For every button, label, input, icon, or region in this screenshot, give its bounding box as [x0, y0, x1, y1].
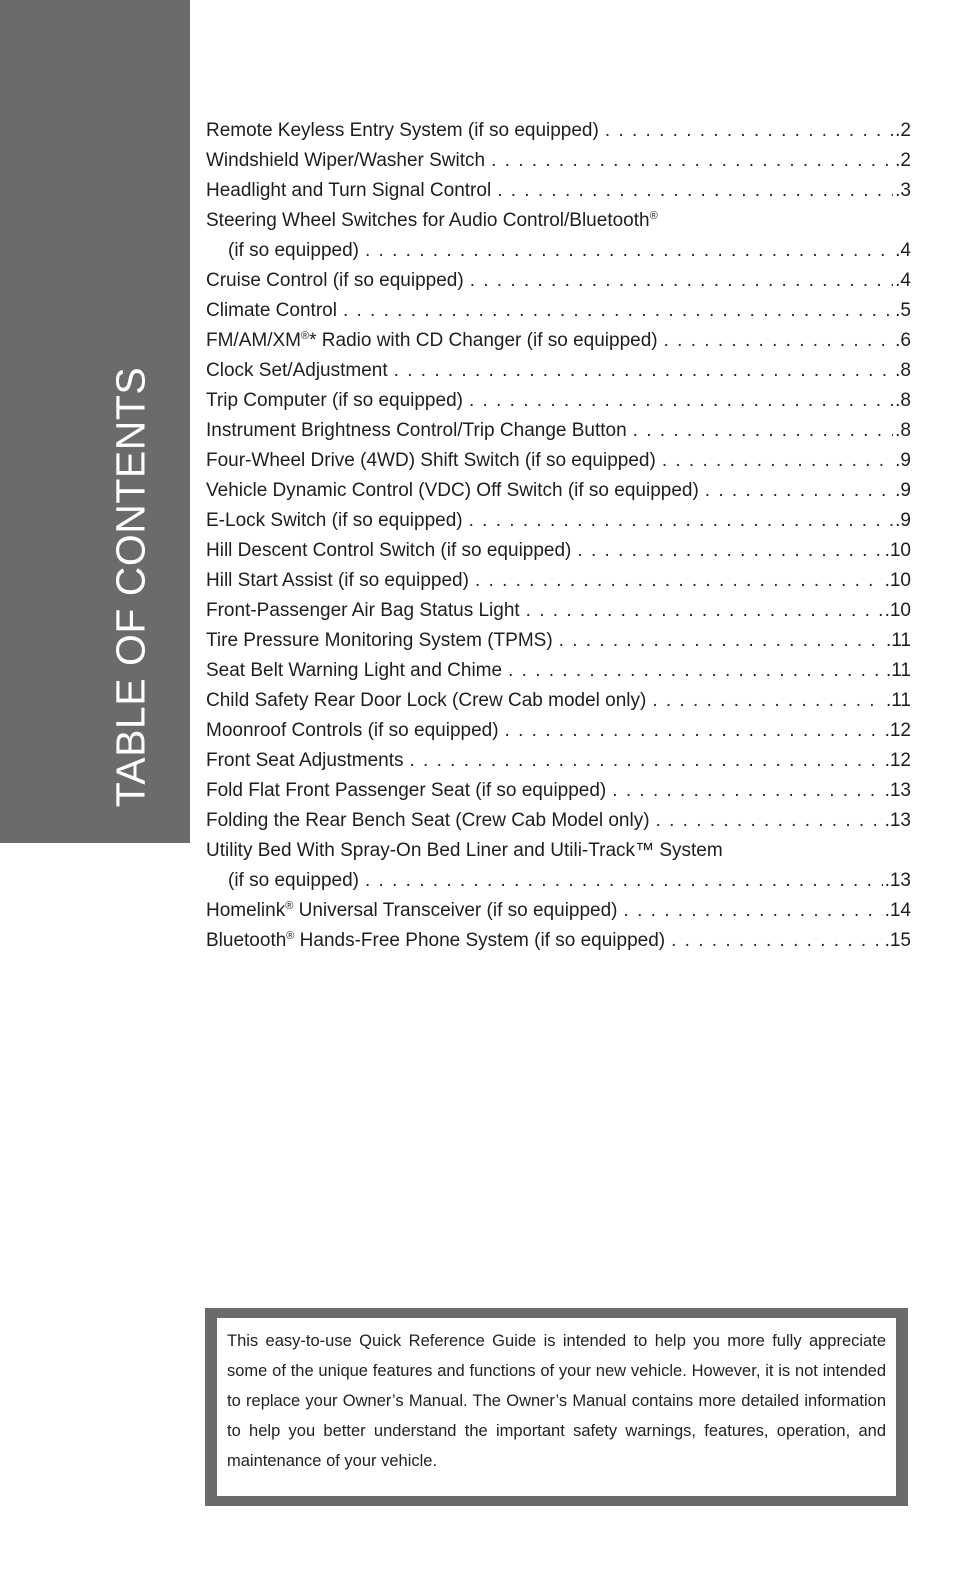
toc-entry-continuation-line: [206, 236, 911, 266]
toc-entry-page: .12: [884, 720, 911, 741]
registered-mark: ®: [301, 330, 310, 342]
notice-box: [205, 1308, 908, 1506]
toc-entry-page: .15: [884, 930, 911, 951]
toc-entry[interactable]: [206, 326, 911, 356]
toc-entry-page: .4: [895, 240, 911, 261]
dot-leader: [365, 866, 883, 896]
toc-entry[interactable]: [206, 176, 911, 206]
toc-entry-page: .9: [895, 510, 911, 531]
toc-entry-page: .13: [884, 780, 911, 801]
toc-entry[interactable]: [206, 296, 911, 326]
dot-leader: [469, 386, 893, 416]
toc-entry-title: Trip Computer (if so equipped): [206, 390, 463, 411]
toc-entry-page: .3: [895, 180, 911, 201]
toc-entry-title: Instrument Brightness Control/Trip Change Button: [206, 420, 627, 441]
dot-leader: [365, 236, 893, 266]
registered-mark: ®: [649, 210, 658, 222]
toc-entry-title: Bluetooth: [206, 930, 287, 951]
dot-leader: [652, 686, 884, 716]
toc-entry-title: Remote Keyless Entry System (if so equipped): [206, 120, 599, 141]
toc-entry[interactable]: [206, 896, 911, 926]
toc-entry-title-rest: Universal Transceiver (if so equipped): [293, 900, 618, 921]
toc-entry-continuation-line: [206, 866, 911, 896]
toc-entry-page: .9: [895, 450, 911, 471]
dot-leader: [394, 356, 894, 386]
toc-entry[interactable]: [206, 476, 911, 506]
toc-entry-page: .8: [895, 360, 911, 381]
notice-box-inner: [217, 1318, 896, 1496]
toc-entry[interactable]: [206, 146, 911, 176]
dot-leader: [343, 296, 893, 326]
toc-entry[interactable]: [206, 656, 911, 686]
toc-entry-title: Hill Start Assist (if so equipped): [206, 570, 469, 591]
dot-leader: [662, 446, 893, 476]
toc-entry[interactable]: [206, 566, 911, 596]
dot-leader: [656, 806, 883, 836]
toc-entry-title: Tire Pressure Monitoring System (TPMS): [206, 630, 553, 651]
toc-entry-page: .11: [885, 660, 911, 681]
toc-entry-page: .9: [895, 480, 911, 501]
toc-entry[interactable]: [206, 506, 911, 536]
toc-entry-page: .5: [895, 300, 911, 321]
table-of-contents: [206, 116, 911, 956]
toc-entry-title-rest: * Radio with CD Changer (if so equipped): [309, 330, 658, 351]
toc-entry-title: FM/AM/XM: [206, 330, 301, 351]
toc-entry-title-group: [206, 896, 624, 926]
toc-entry-page: .14: [884, 900, 911, 921]
toc-entry[interactable]: [206, 536, 911, 566]
toc-entry[interactable]: [206, 266, 911, 296]
toc-entry[interactable]: [206, 806, 911, 836]
toc-entry-title: Fold Flat Front Passenger Seat (if so equipped): [206, 780, 607, 801]
toc-entry-title: Steering Wheel Switches for Audio Control/Bluetooth: [206, 210, 650, 231]
toc-entry-page: .10: [884, 600, 911, 621]
dot-leader: [624, 896, 883, 926]
registered-mark: ®: [285, 900, 294, 912]
toc-entry[interactable]: [206, 596, 911, 626]
dot-leader: [577, 536, 882, 566]
toc-entry[interactable]: [206, 116, 911, 146]
toc-entry-continuation: (if so equipped): [228, 870, 359, 891]
toc-entry-page: .2: [895, 150, 911, 171]
toc-entry-title: Utility Bed With Spray-On Bed Liner and Utili-Track™ System: [206, 840, 723, 861]
dot-leader: [612, 776, 882, 806]
dot-leader: [497, 176, 893, 206]
dot-leader: [664, 326, 894, 356]
toc-entry-page: .8: [895, 420, 911, 441]
toc-entry-page: .13: [884, 870, 911, 891]
sidebar-title: TABLE OF CONTENTS: [107, 366, 154, 808]
toc-entry-title: Windshield Wiper/Washer Switch: [206, 150, 486, 171]
toc-entry[interactable]: [206, 386, 911, 416]
toc-entry-page: .2: [895, 120, 911, 141]
registered-mark: ®: [286, 930, 295, 942]
toc-entry-title: Hill Descent Control Switch (if so equipped): [206, 540, 572, 561]
toc-entry-title: Seat Belt Warning Light and Chime: [206, 660, 503, 681]
toc-entry-title: Climate Control: [206, 300, 337, 321]
toc-entry-continuation: (if so equipped): [228, 240, 359, 261]
toc-entry-page: .11: [885, 630, 911, 651]
toc-entry-page: .12: [884, 750, 911, 771]
toc-entry-title: Headlight and Turn Signal Control: [206, 180, 492, 201]
dot-leader: [491, 146, 893, 176]
toc-entry-title: Clock Set/Adjustment: [206, 360, 388, 381]
toc-entry-title: Vehicle Dynamic Control (VDC) Off Switch (if so equipped): [206, 480, 699, 501]
toc-entry[interactable]: [206, 686, 911, 716]
toc-entry-title-group: [206, 926, 671, 956]
toc-entry-title: E-Lock Switch (if so equipped): [206, 510, 463, 531]
toc-entry[interactable]: [206, 746, 911, 776]
toc-entry-title: Cruise Control (if so equipped): [206, 270, 464, 291]
toc-entry[interactable]: [206, 836, 911, 896]
dot-leader: [526, 596, 883, 626]
toc-entry-title: Moonroof Controls (if so equipped): [206, 720, 499, 741]
toc-entry-title: Front-Passenger Air Bag Status Light: [206, 600, 520, 621]
toc-entry[interactable]: [206, 446, 911, 476]
sidebar: [0, 0, 190, 843]
dot-leader: [505, 716, 883, 746]
toc-entry[interactable]: [206, 416, 911, 446]
toc-entry-page: .13: [884, 810, 911, 831]
toc-entry-title-group: [206, 326, 664, 356]
toc-entry-page: .10: [884, 570, 911, 591]
dot-leader: [469, 506, 894, 536]
toc-entry-page: .11: [885, 690, 911, 711]
toc-entry-page: .4: [895, 270, 911, 291]
toc-entry-title: Folding the Rear Bench Seat (Crew Cab Model only): [206, 810, 650, 831]
toc-entry[interactable]: [206, 206, 911, 266]
dot-leader: [559, 626, 884, 656]
toc-entry-page: .8: [895, 390, 911, 411]
toc-entry[interactable]: [206, 626, 911, 656]
notice-text: This easy-to-use Quick Reference Guide is intended to help you more fully appreciate some of the unique features and functions of your new vehicle. However, it is not intended to replace your Owner’s Manual. The Owner’s Manual contains more detailed information to help you better understand the important safety warnings, features, operation, and maintenance of your vehicle.: [227, 1332, 886, 1470]
dot-leader: [470, 266, 893, 296]
toc-entry-title: Child Safety Rear Door Lock (Crew Cab model only): [206, 690, 647, 711]
toc-entry[interactable]: [206, 356, 911, 386]
dot-leader: [705, 476, 893, 506]
toc-entry-page: .6: [895, 330, 911, 351]
toc-entry[interactable]: [206, 716, 911, 746]
toc-entry-page: .10: [884, 540, 911, 561]
toc-entry-title: Front Seat Adjustments: [206, 750, 404, 771]
toc-entry-title-line: [206, 206, 911, 236]
toc-entry[interactable]: [206, 776, 911, 806]
dot-leader: [410, 746, 883, 776]
toc-entry-title: Homelink: [206, 900, 286, 921]
dot-leader: [605, 116, 893, 146]
dot-leader: [633, 416, 893, 446]
toc-entry[interactable]: [206, 926, 911, 956]
toc-entry-title: Four-Wheel Drive (4WD) Shift Switch (if so equipped): [206, 450, 656, 471]
dot-leader: [671, 926, 882, 956]
toc-entry-title-rest: Hands-Free Phone System (if so equipped): [294, 930, 666, 951]
dot-leader: [475, 566, 883, 596]
dot-leader: [508, 656, 884, 686]
